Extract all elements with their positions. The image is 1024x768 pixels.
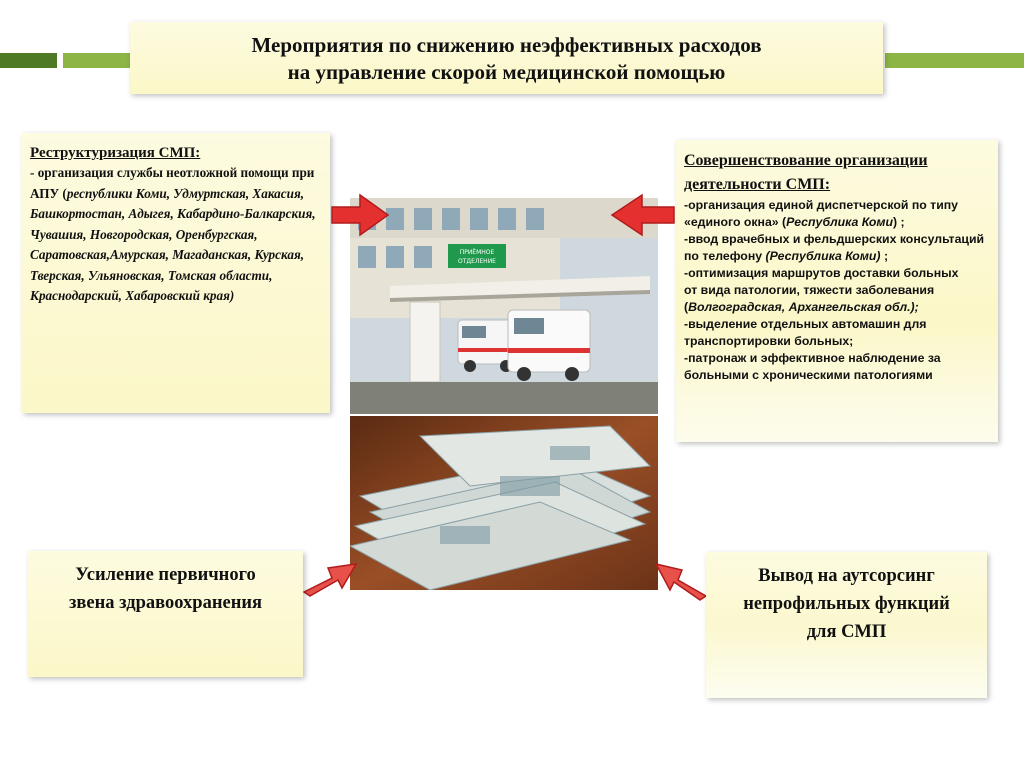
arrow-left-top-icon bbox=[330, 192, 392, 238]
restructuring-box bbox=[22, 133, 330, 413]
improvement-item bbox=[684, 231, 990, 265]
item-end: ; bbox=[880, 249, 889, 263]
restructuring-text bbox=[30, 163, 322, 307]
money-photo bbox=[350, 416, 658, 590]
header-bar-left bbox=[63, 53, 130, 68]
primary-care-line-2: звена здравоохранения bbox=[68, 593, 263, 613]
item-region: Волгоградская, Архангельская обл.); bbox=[688, 300, 919, 314]
title-line-1: Мероприятия по снижению неэффективных расходов bbox=[251, 33, 762, 57]
improvement-item: -выделение отдельных автомашин для транспортировки больных; bbox=[684, 317, 927, 348]
title-line-2: на управление скорой медицинской помощью bbox=[287, 60, 726, 84]
header-bar-dark bbox=[0, 53, 57, 68]
improvement-heading: Совершенствование организации деятельности СМП: bbox=[684, 152, 928, 193]
title-box bbox=[130, 22, 883, 94]
primary-care-line-1: Усиление первичного bbox=[75, 565, 256, 585]
ambulance-icon bbox=[508, 310, 590, 381]
outsourcing-line-1: Вывод на аутсорсинг bbox=[758, 566, 935, 586]
restructuring-text-plain: - организация службы неотложной помощи при АПУ ( bbox=[30, 165, 315, 201]
improvement-box bbox=[676, 140, 998, 442]
photo-sign-line2: ОТДЕЛЕНИЕ bbox=[458, 258, 496, 265]
photo-sign-line1: ПРИЁМНОЕ bbox=[459, 249, 495, 256]
improvement-item: -оптимизация маршрутов доставки больных bbox=[684, 266, 959, 280]
outsourcing-line-3: для СМП bbox=[806, 622, 887, 642]
item-text: -ввод врачебных и фельдшерских консультаций по телефону bbox=[684, 232, 985, 263]
item-region: (Республика Коми) bbox=[765, 249, 881, 263]
item-text: -организация единой диспетчерской по типу «единого окна» ( bbox=[684, 198, 959, 229]
outsourcing-box bbox=[706, 552, 987, 698]
improvement-item bbox=[684, 282, 990, 316]
item-end: ) ; bbox=[893, 215, 905, 229]
restructuring-regions: республики Коми, Удмуртская, Хакасия, Башкортостан, Адыгея, Кабардино-Балкарския, Чувашия, Новгородская, Оренбургская, Саратовская,Амурская, Магаданская, Курская, Тверская, Ульяновская, Томская области, Краснодарский, Хабаровский края) bbox=[30, 185, 316, 303]
primary-care-box bbox=[28, 551, 303, 677]
arrow-bottom-right-icon bbox=[652, 552, 710, 602]
outsourcing-line-2: непрофильных функций bbox=[743, 594, 950, 614]
arrow-bottom-left-icon bbox=[300, 552, 360, 600]
item-region: Республика Коми bbox=[786, 215, 893, 229]
improvement-item: -патронаж и эффективное наблюдение за больными с хроническими патологиями bbox=[684, 351, 941, 382]
improvement-item bbox=[684, 197, 990, 231]
header-bar-right bbox=[885, 53, 1024, 68]
restructuring-heading: Реструктуризация СМП: bbox=[30, 145, 201, 161]
item-text: от вида патологии, тяжести заболевания ( bbox=[684, 283, 935, 314]
improvement-list bbox=[684, 197, 990, 384]
arrow-right-top-icon bbox=[608, 192, 676, 238]
